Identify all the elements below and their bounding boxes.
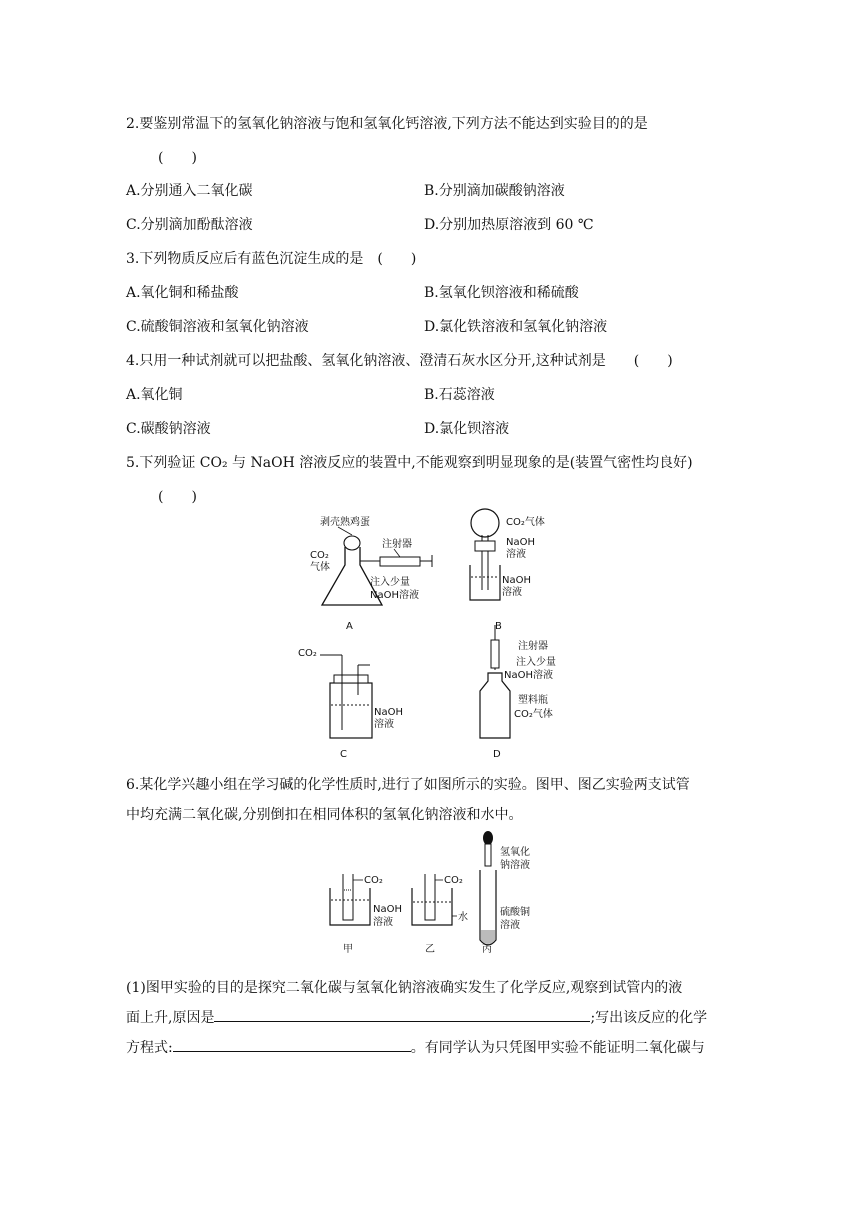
q6-stem-line1: 6.某化学兴趣小组在学习碱的化学性质时,进行了如图所示的实验。图甲、图乙实验两支试管 (126, 777, 690, 793)
bing-label-sol: 溶液 (500, 920, 520, 931)
q2-answer-paren: ( ) (158, 150, 197, 166)
q5-apparatus-figure (290, 505, 590, 765)
q3-option-d: D.氯化铁溶液和氢氧化钠溶液 (424, 319, 608, 335)
q4-option-c: C.碳酸钠溶液 (126, 421, 211, 437)
q4-option-b: B.石蕊溶液 (424, 387, 495, 403)
q5-stem: 5.下列验证 CO₂ 与 NaOH 溶液反应的装置中,不能观察到明显现象的是(装置气密性均良好) (126, 455, 693, 471)
bing-label-hydro: 氢氧化 (500, 847, 530, 858)
reason-answer-blank[interactable] (214, 1007, 590, 1022)
fig-d-label-naoh: NaOH溶液 (504, 670, 553, 681)
q2-stem: 2.要鉴别常温下的氢氧化钠溶液与饱和氢氧化钙溶液,下列方法不能达到实验目的的是 (126, 116, 648, 132)
q6-part1-line2-suffix: ;写出该反应的化学 (590, 1010, 708, 1026)
fig-d-label-bottle: 塑料瓶 (518, 695, 548, 706)
q6-part1-line3-prefix: 方程式: (126, 1040, 173, 1056)
fig-d-label-inject: 注入少量 (516, 657, 556, 668)
jia-label-sol: 溶液 (373, 917, 393, 928)
fig-a-label-gas: 气体 (310, 562, 330, 573)
q2-option-b: B.分别滴加碳酸钠溶液 (424, 183, 565, 199)
bing-label-cuso4: 硫酸铜 (500, 907, 530, 918)
experiment-bing (480, 831, 530, 955)
fig-b-label-naoh1: NaOH (506, 537, 535, 548)
fig-a-label-egg: 剥壳熟鸡蛋 (320, 517, 370, 528)
fig-a-label-naoh: NaOH溶液 (370, 590, 419, 601)
q3-stem: 3.下列物质反应后有蓝色沉淀生成的是 ( ) (126, 251, 417, 267)
jia-label-co2: CO₂ (364, 875, 383, 886)
bing-caption: 丙 (482, 944, 492, 955)
jia-caption: 甲 (343, 944, 353, 955)
experiment-jia (330, 874, 402, 955)
yi-label-water: 水 (458, 912, 468, 923)
fig-b-label-sol2: 溶液 (502, 587, 522, 598)
fig-c-label-co2: CO₂ (298, 648, 317, 659)
fig-d-label-syringe: 注射器 (518, 641, 548, 652)
q4-stem: 4.只用一种试剂就可以把盐酸、氢氧化钠溶液、澄清石灰水区分开,这种试剂是 ( ) (126, 353, 673, 369)
q2-option-d: D.分别加热原溶液到 60 ℃ (424, 217, 594, 233)
apparatus-a (310, 515, 432, 632)
q4-option-d: D.氯化钡溶液 (424, 421, 510, 437)
fig-a-label-inject: 注入少量 (370, 577, 410, 588)
q6-part1-line3 (126, 1037, 705, 1057)
q6-part1-line1: (1)图甲实验的目的是探究二氧化碳与氢氧化钠溶液确实发生了化学反应,观察到试管内的液 (126, 980, 683, 996)
q2-option-c: C.分别滴加酚酞溶液 (126, 217, 253, 233)
q3-option-c: C.硫酸铜溶液和氢氧化钠溶液 (126, 319, 309, 335)
q5-answer-paren: ( ) (158, 489, 197, 505)
q6-part1-line2 (126, 1007, 707, 1027)
fig-b-label-naoh2: NaOH (502, 575, 531, 586)
q4-option-a: A.氧化铜 (126, 387, 183, 403)
apparatus-b (470, 509, 545, 632)
equation-answer-blank[interactable] (173, 1037, 411, 1052)
q6-stem-line2: 中均充满二氧化碳,分别倒扣在相同体积的氢氧化钠溶液和水中。 (126, 807, 523, 823)
dropper-bulb-icon (483, 831, 493, 845)
yi-label-co2: CO₂ (444, 875, 463, 886)
fig-d-label-co2gas: CO₂气体 (514, 709, 553, 720)
fig-c-label-naoh: NaOH (374, 707, 403, 718)
fig-d-caption: D (493, 749, 501, 760)
fig-b-label-co2gas: CO₂气体 (506, 517, 545, 528)
q6-part1-line2-prefix: 面上升,原因是 (126, 1010, 215, 1026)
q6-experiment-figure (325, 830, 555, 960)
apparatus-d (480, 625, 556, 760)
q2-option-a: A.分别通入二氧化碳 (126, 183, 253, 199)
q3-option-b: B.氢氧化钡溶液和稀硫酸 (424, 285, 579, 301)
jia-label-naoh: NaOH (373, 904, 402, 915)
yi-caption: 乙 (425, 944, 435, 955)
fig-b-caption: B (495, 621, 502, 632)
fig-c-label-sol: 溶液 (374, 719, 394, 730)
fig-a-label-co2: CO₂ (310, 550, 329, 561)
egg-icon (344, 536, 360, 550)
fig-c-caption: C (340, 749, 347, 760)
fig-b-label-sol1: 溶液 (506, 549, 526, 560)
fig-a-caption: A (346, 621, 353, 632)
experiment-yi (412, 874, 468, 955)
apparatus-c (298, 648, 403, 760)
bing-label-sodium: 钠溶液 (500, 860, 530, 871)
q6-part1-line3-suffix: 。有同学认为只凭图甲实验不能证明二氧化碳与 (410, 1040, 705, 1056)
q3-option-a: A.氧化铜和稀盐酸 (126, 285, 239, 301)
fig-a-label-syringe: 注射器 (382, 539, 412, 550)
